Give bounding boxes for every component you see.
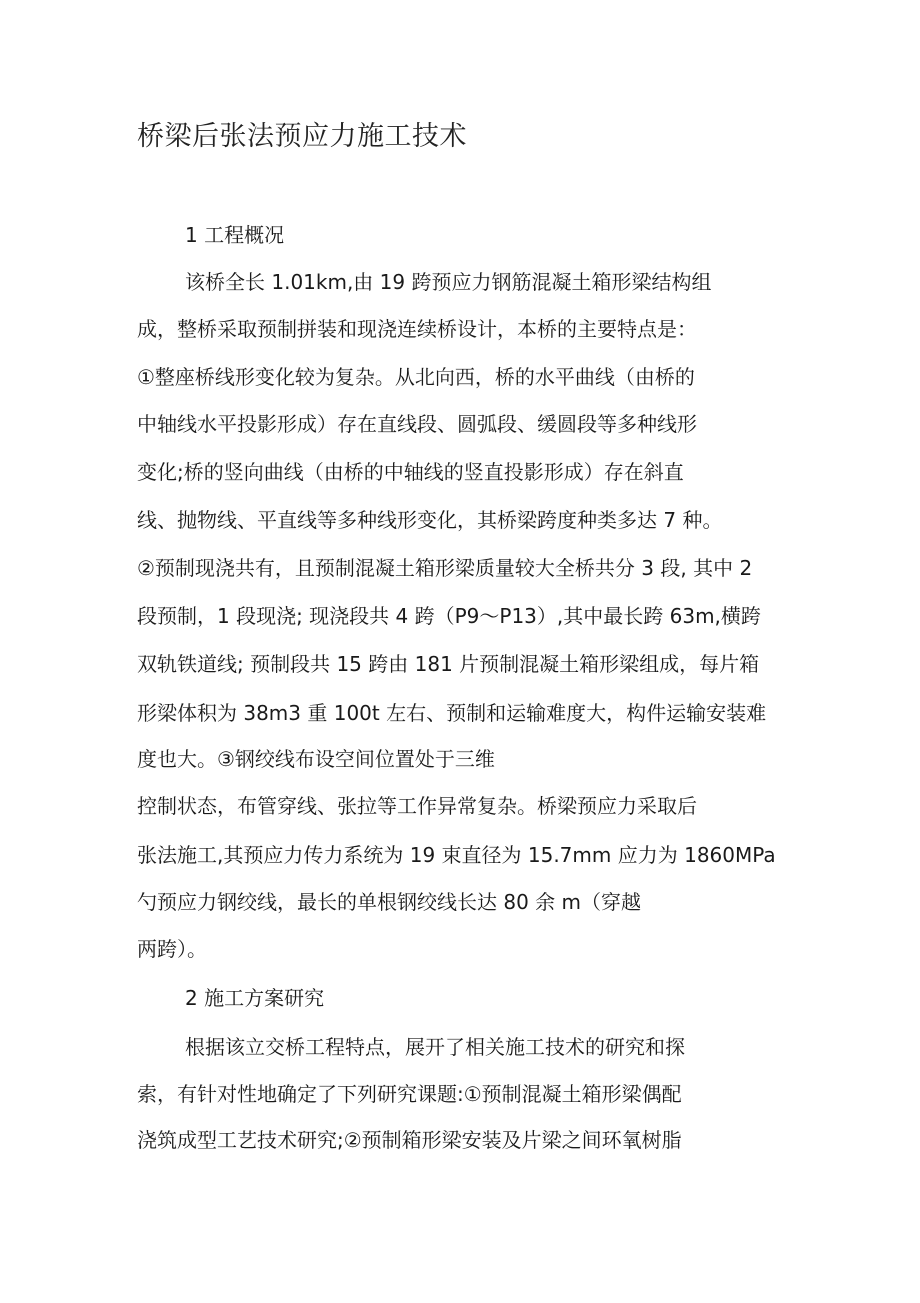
paragraph-line: 根据该立交桥工程特点，展开了相关施工技术的研究和探 bbox=[185, 1035, 685, 1059]
paragraph-line: 成，整桥采取预制拼装和现浇连续桥设计，本桥的主要特点是： bbox=[137, 317, 697, 341]
paragraph-line: 索，有针对性地确定了下列研究课题:①预制混凝土箱形梁偶配 bbox=[137, 1082, 682, 1106]
section-heading-1: 1 工程概况 bbox=[185, 223, 285, 247]
section-heading-2: 2 施工方案研究 bbox=[185, 986, 325, 1010]
paragraph-line: 浇筑成型工艺技术研究;②预制箱形梁安装及片梁之间环氧树脂 bbox=[137, 1128, 682, 1152]
paragraph-line: 该桥全长 1.01km,由 19 跨预应力钢筋混凝土箱形梁结构组 bbox=[185, 270, 712, 294]
paragraph-line: 线、抛物线、平直线等多种线形变化，其桥梁跨度种类多达 7 种。 bbox=[137, 508, 723, 532]
paragraph-line: 形梁体积为 38m3 重 100t 左右、预制和运输难度大，构件运输安装难 bbox=[137, 701, 767, 725]
paragraph-line: ①整座桥线形变化较为复杂。从北向西，桥的水平曲线（由桥的 bbox=[137, 365, 695, 389]
paragraph-line: 度也大。③钢绞线布设空间位置处于三维 bbox=[137, 747, 495, 771]
paragraph-line: 双轨铁道线; 预制段共 15 跨由 181 片预制混凝土箱形梁组成，每片箱 bbox=[137, 652, 760, 676]
paragraph-line: 中轴线水平投影形成）存在直线段、圆弧段、缓圆段等多种线形 bbox=[137, 412, 697, 436]
paragraph-line: 控制状态，布管穿线、张拉等工作异常复杂。桥梁预应力采取后 bbox=[137, 794, 697, 818]
paragraph-line: 段预制，1 段现浇; 现浇段共 4 跨（P9～P13）,其中最长跨 63m,横跨 bbox=[137, 604, 761, 628]
paragraph-line: 变化;桥的竖向曲线（由桥的中轴线的竖直投影形成）存在斜直 bbox=[137, 460, 684, 484]
paragraph-line: 两跨）。 bbox=[137, 937, 207, 961]
paragraph-line: 张法施工,其预应力传力系统为 19 束直径为 15.7mm 应力为 1860MPa bbox=[137, 843, 776, 867]
paragraph-line: ②预制现浇共有，且预制混凝土箱形梁质量较大全桥共分 3 段, 其中 2 bbox=[137, 556, 753, 580]
paragraph-line: 勺预应力钢绞线，最长的单根钢绞线长达 80 余 m（穿越 bbox=[137, 890, 642, 914]
document-title: 桥梁后张法预应力施工技术 bbox=[137, 121, 467, 152]
